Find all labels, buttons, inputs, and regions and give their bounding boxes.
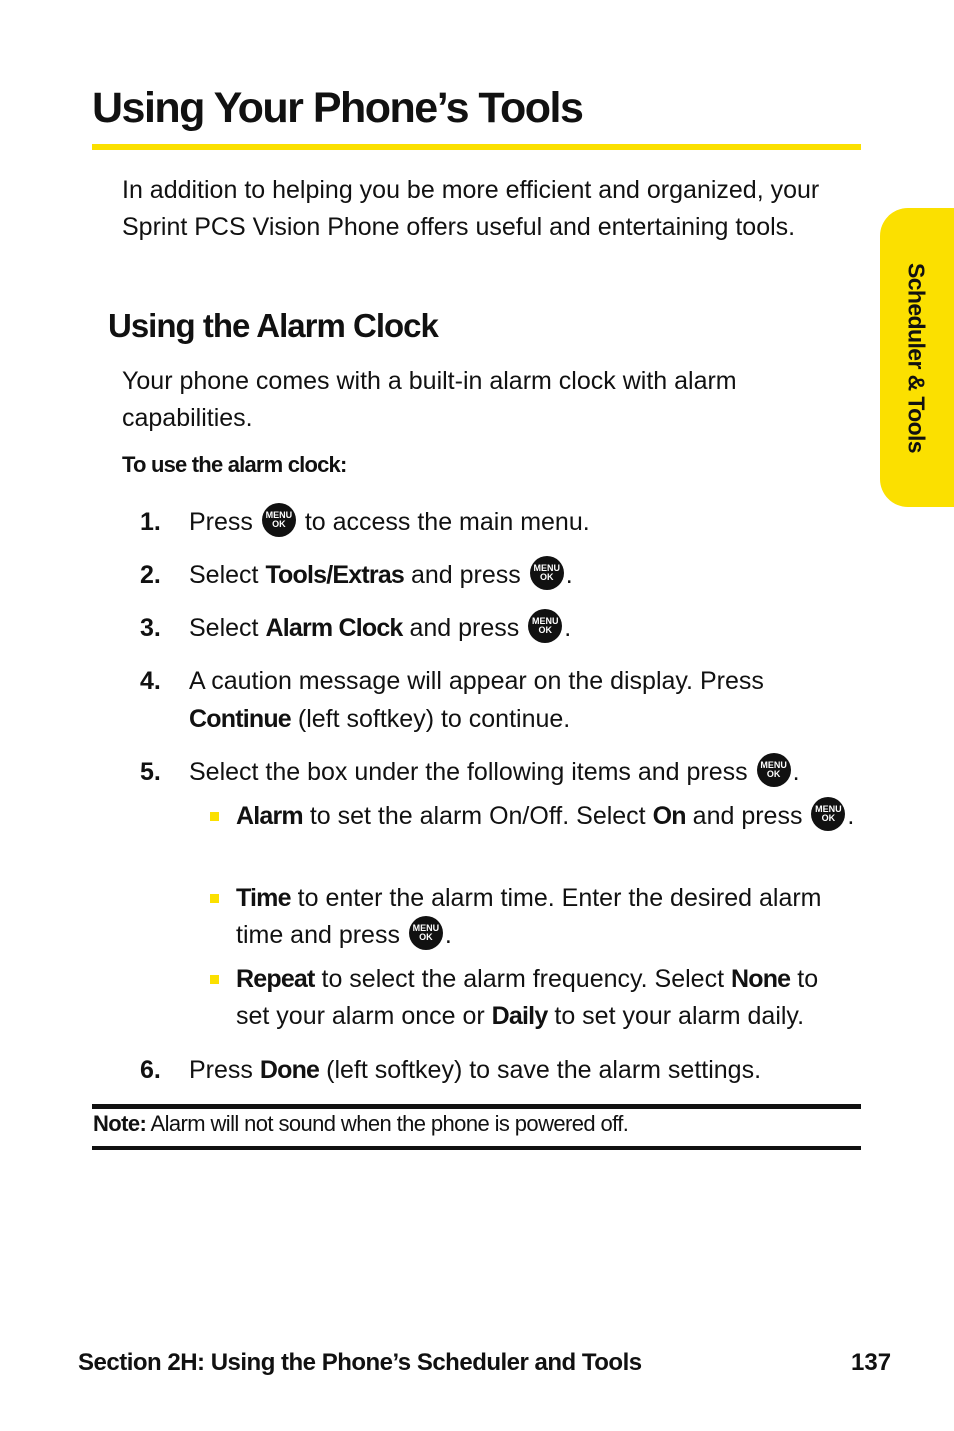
side-tab-label: Scheduler & Tools — [903, 262, 930, 453]
step-1 — [140, 503, 855, 543]
bullet-text — [236, 961, 856, 1035]
step-text — [189, 556, 849, 594]
step-text-a: A caution message will appear on the display. Press — [189, 667, 764, 695]
bullet-text-b: to set your alarm once or — [236, 965, 819, 1030]
menu-ok-key-bottom: OK — [538, 625, 552, 636]
step-6 — [140, 1051, 855, 1091]
bullet-keyword-2: On — [652, 802, 686, 830]
step-text-b: to access the main menu. — [304, 508, 590, 536]
step-text — [189, 1051, 849, 1089]
menu-ok-key-top: MENU — [815, 804, 842, 815]
bullet-marker — [210, 894, 219, 903]
bullet-text — [236, 880, 856, 954]
step-text-a: Select — [189, 561, 259, 589]
menu-ok-key-bottom: OK — [419, 932, 433, 943]
menu-ok-key-top: MENU — [760, 760, 787, 771]
step-text-b: and press — [409, 614, 520, 642]
step-number: 1. — [140, 508, 161, 536]
bullet-text-b: and press — [692, 802, 803, 830]
bullet-keyword-2: None — [730, 965, 791, 993]
note-label: Note: — [93, 1111, 147, 1136]
note-text: Alarm will not sound when the phone is powered off. — [150, 1111, 629, 1136]
step-text — [189, 662, 849, 738]
menu-ok-key-top: MENU — [531, 616, 559, 627]
bullet-text-a: to enter the alarm time. Enter the desired alarm time and press — [236, 884, 822, 949]
step-text-b: (left softkey) to continue. — [297, 705, 571, 733]
section-intro: Your phone comes with a built-in alarm clock with alarm capabilities. — [122, 367, 737, 432]
menu-ok-key-bottom: OK — [821, 813, 836, 824]
menu-ok-key-top: MENU — [533, 563, 560, 574]
bullet-text-c: to set your alarm daily. — [554, 1002, 805, 1030]
bullet-text-c: . — [847, 802, 855, 830]
menu-ok-key-top: MENU — [412, 923, 440, 934]
step-number: 2. — [140, 561, 161, 589]
bullet-text-c: . — [444, 921, 452, 949]
step-number: 6. — [140, 1056, 161, 1084]
intro-paragraph: In addition to helping you be more efficient and organized, your Sprint PCS Vision Phone offers useful and entertaining tools. — [122, 176, 820, 241]
step-number: 5. — [140, 758, 161, 786]
step-number: 4. — [140, 667, 161, 695]
bullet-text — [236, 798, 856, 835]
step-text-b: and press — [410, 561, 521, 589]
step-text — [189, 753, 849, 791]
bullet-marker — [210, 812, 219, 821]
step-2 — [140, 556, 855, 596]
bullet-time — [210, 880, 860, 956]
step-text-c: . — [792, 758, 800, 786]
bullet-keyword: Time — [236, 884, 291, 912]
menu-ok-key-icon — [262, 503, 296, 537]
side-tab-label-wrap — [881, 208, 951, 507]
menu-ok-key-bottom: OK — [766, 769, 781, 780]
bullet-keyword: Repeat — [236, 965, 315, 993]
bullet-repeat — [210, 961, 860, 1037]
step-text-a: Press — [189, 508, 253, 536]
step-4 — [140, 662, 855, 742]
menu-ok-key-icon — [530, 556, 564, 590]
menu-ok-key-icon — [528, 609, 562, 643]
step-number: 3. — [140, 614, 161, 642]
step-text-a: Select the box under the following items and press — [189, 758, 748, 786]
step-text-c: . — [565, 561, 573, 589]
note — [93, 1109, 628, 1139]
title-underline — [92, 144, 861, 150]
step-5 — [140, 753, 855, 793]
menu-ok-key-icon — [409, 916, 443, 950]
step-text-a: Select — [189, 614, 259, 642]
step-keyword: Continue — [189, 705, 291, 733]
bullet-text-a: to select the alarm frequency. Select — [321, 965, 725, 993]
bullet-keyword: Alarm — [236, 802, 303, 830]
section-heading: Using the Alarm Clock — [108, 307, 438, 344]
menu-ok-key-bottom: OK — [539, 572, 554, 583]
menu-ok-key-bottom: OK — [272, 519, 286, 530]
bullet-text-a: to set the alarm On/Off. Select — [309, 802, 646, 830]
step-text — [189, 609, 849, 647]
step-text-c: . — [564, 614, 572, 642]
step-keyword: Alarm Clock — [265, 614, 403, 642]
menu-ok-key-icon — [811, 797, 845, 831]
menu-ok-key-icon — [757, 753, 791, 787]
page-number: 137 — [851, 1349, 892, 1376]
step-3 — [140, 609, 855, 649]
page-title: Using Your Phone’s Tools — [92, 84, 583, 132]
step-keyword: Done — [259, 1056, 320, 1084]
step-keyword: Tools/Extras — [265, 561, 405, 589]
step-text-a: Press — [189, 1056, 253, 1084]
bullet-keyword-3: Daily — [491, 1002, 548, 1030]
step-text-b: (left softkey) to save the alarm settings. — [326, 1056, 762, 1084]
menu-ok-key-top: MENU — [265, 510, 293, 521]
bullet-marker — [210, 975, 219, 984]
footer-section-title: Section 2H: Using the Phone’s Scheduler and Tools — [78, 1349, 642, 1376]
procedure-heading: To use the alarm clock: — [122, 452, 347, 477]
step-text — [189, 503, 849, 541]
bullet-alarm — [210, 798, 860, 874]
